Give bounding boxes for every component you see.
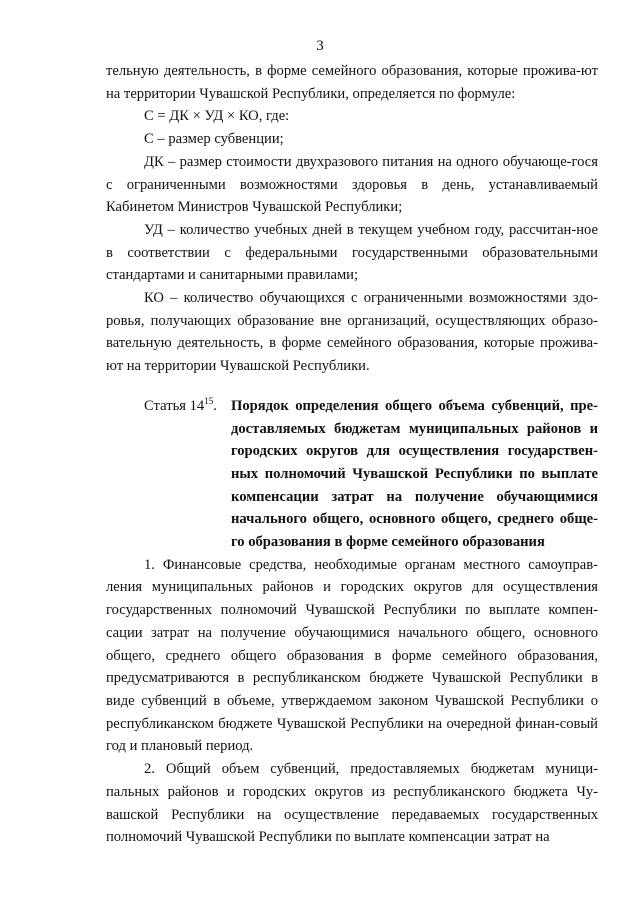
article-label-suffix: . [213, 397, 217, 414]
section-2-paragraph: 2. Общий объем субвенций, предоставляемых бюджетам муници-пальных районов и городских округов из республиканского бюджета Чу-вашской Республики на осуществление передаваемых государственных полномочий Чувашской Республики по выплате компенсации затрат на [106, 761, 598, 846]
article-label [106, 395, 231, 554]
definition-dk: ДК – размер стоимости двухразового питания на одного обучающе-гося с ограниченными возможностями здоровья в день, устанавливаемый Кабинетом Министров Чувашской Республики; [106, 153, 598, 216]
section-1-paragraph: 1. Финансовые средства, необходимые органам местного самоуправ-ления муниципальных районов и городских округов для осуществления государственных полномочий Чувашской Республики по выплате компен-сации затрат на получение обучающимися начального общего, основного общего, среднего общего образования в форме семейного образования, предусматриваются в республиканском бюджете Чувашской Республики в виде субвенций в объеме, утверждаемом законом Чувашской Республики о республиканском бюджете Чувашской Республики на очередной финан-совый год и плановый период. [106, 556, 598, 755]
page-number: 3 [316, 38, 324, 54]
article-heading [106, 395, 598, 554]
definition-ko: КО – количество обучающихся с ограниченными возможностями здо-ровья, получающих образование вне организаций, осуществляющих образо-вательную деятельность, в форме семейного образования, которые прожива-ют на территории Чувашской Республики. [106, 290, 598, 375]
article-label-text: Статья 14 [144, 397, 205, 414]
continuation-paragraph: тельную деятельность, в форме семейного образования, которые прожива-ют на территории Чувашской Республики, определяется по формуле: [106, 63, 598, 102]
article-label-superscript: 15 [204, 395, 214, 406]
definition-c: С – размер субвенции; [144, 131, 284, 148]
formula-paragraph: С = ДК × УД × КО, где: [144, 108, 290, 125]
definition-ud: УД – количество учебных дней в текущем учебном году, рассчитан-ное в соответствии с федеральными государственными образовательными стандартами и санитарными правилами; [106, 221, 598, 284]
article-title: Порядок определения общего объема субвенций, пре-доставляемых бюджетам муниципальных районов и городских округов для осуществления государствен-ных полномочий Чувашской Республики по выплате компенсации затрат на получение обучающимися начального общего, основного общего, среднего обще-го образования в форме семейного образования [231, 397, 598, 551]
page-content [106, 60, 598, 849]
